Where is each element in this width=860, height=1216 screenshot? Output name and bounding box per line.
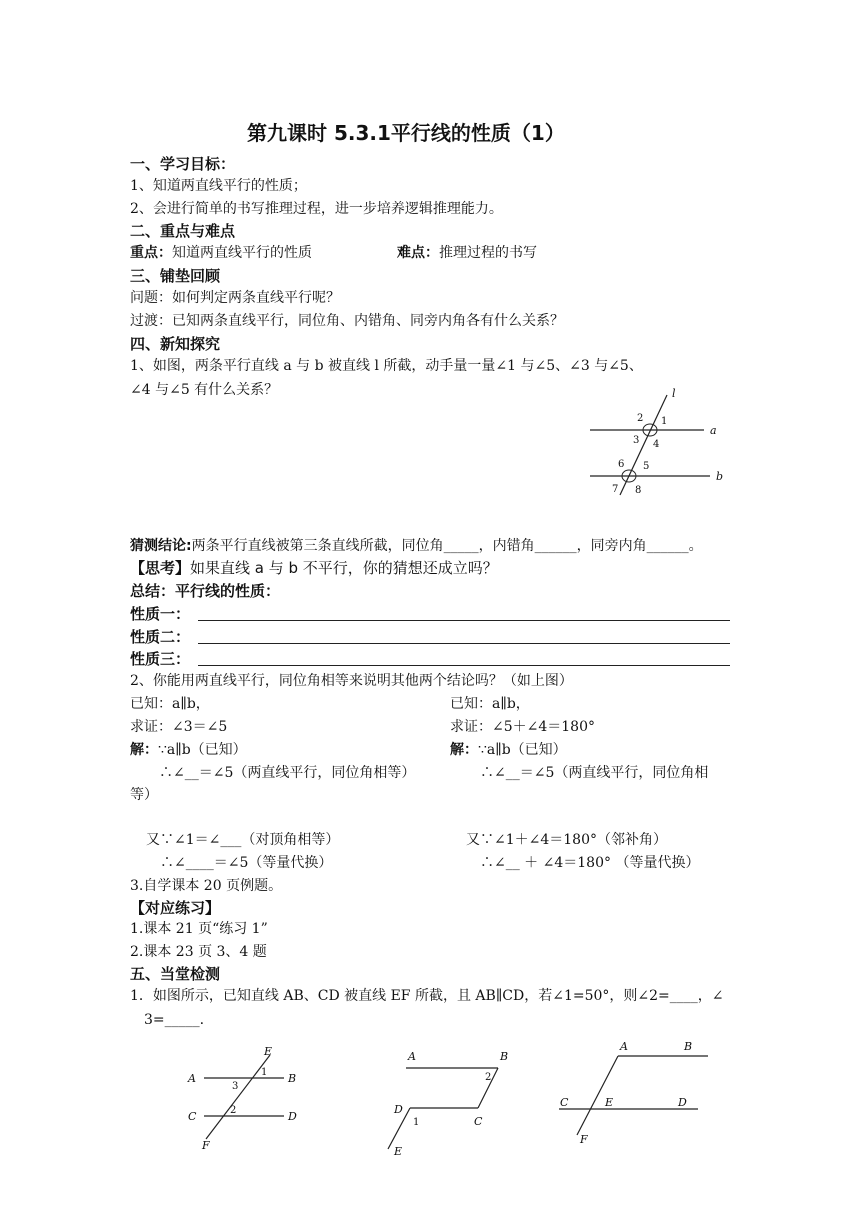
label-e: E: [394, 1145, 403, 1158]
label-l: l: [672, 387, 676, 400]
review-transition: 过渡：已知两条直线平行，同位角、内错角、同旁内角各有什么关系？: [130, 313, 564, 329]
angle-label-2: 2: [230, 1105, 237, 1116]
section-heading-explore: 四、新知探究: [130, 335, 221, 353]
angle-label-4: 4: [653, 439, 660, 450]
question-3: 3.自学课本 20 页例题。: [130, 878, 283, 894]
angle-label-5: 5: [643, 461, 650, 472]
right-step-1-wrap: 等）: [130, 787, 158, 803]
page-title: 第九课时 5.3.1平行线的性质（1）: [247, 121, 565, 145]
question-1-line2: ∠4 与∠5 有什么关系？: [130, 382, 279, 398]
difficulty-text: 推理过程的书写: [439, 245, 537, 261]
label-a: A: [188, 1072, 196, 1085]
difficulty-point: [397, 243, 537, 263]
key-label: 重点：: [130, 245, 172, 261]
left-given: 已知：a∥b，: [130, 696, 210, 712]
left-step-2: 又∵∠1＝∠___（对顶角相等）: [146, 832, 340, 848]
figure-c: [555, 1035, 715, 1150]
key-text: 知道两直线平行的性质: [172, 245, 312, 261]
question-2: 2、你能用两直线平行，同位角相等来说明其他两个结论吗？（如上图）: [130, 673, 573, 689]
left-solution-text: ∵a∥b（已知）: [158, 742, 247, 758]
label-b: b: [716, 470, 724, 483]
key-point: [130, 243, 312, 263]
left-solution: [130, 740, 247, 760]
right-solution: [450, 740, 567, 760]
angle-label-3: 3: [232, 1081, 239, 1092]
guess-conclusion: [130, 536, 703, 556]
label-b: B: [684, 1040, 693, 1053]
think-label: 【思考】: [130, 559, 191, 577]
check-question-1-line1: 1．如图所示，已知直线 AB、CD 被直线 EF 所截，且 AB∥CD，若∠1=50°，则∠2=____，∠: [130, 988, 724, 1004]
section-heading-key-points: 二、重点与难点: [130, 222, 236, 240]
left-solution-label: 解：: [130, 742, 158, 758]
left-prove: 求证：∠3＝∠5: [130, 719, 228, 735]
right-step-3: ∴∠__ ＋ ∠4＝180° （等量代换）: [480, 855, 700, 871]
parallel-lines-figure: [580, 383, 740, 503]
label-a: A: [620, 1040, 628, 1053]
label-a: A: [408, 1050, 416, 1063]
label-c: C: [560, 1096, 569, 1109]
think-text: 如果直线 a 与 b 不平行，你的猜想还成立吗？: [190, 559, 498, 577]
practice-item: 2.课本 23 页 3、4 题: [130, 944, 267, 960]
line-l: [620, 395, 667, 495]
goal-item: 2、会进行简单的书写推理过程，进一步培养逻辑推理能力。: [130, 201, 503, 217]
figure-b: [380, 1045, 530, 1160]
think-question: [130, 557, 498, 578]
practice-item: 1.课本 21 页“练习 1”: [130, 921, 268, 937]
property-2-blank-line: [198, 643, 730, 644]
angle-label-1: 1: [661, 416, 668, 427]
left-step-1: ∴∠__＝∠5（两直线平行，同位角相等）: [159, 765, 416, 781]
label-f: F: [580, 1133, 588, 1146]
angle-label-1: 1: [413, 1117, 420, 1128]
property-1-label: 性质一：: [130, 605, 191, 623]
angle-label-7: 7: [612, 484, 619, 495]
label-d: D: [288, 1110, 297, 1123]
label-a: a: [710, 424, 717, 437]
practice-heading: 【对应练习】: [130, 899, 221, 917]
angle-label-6: 6: [618, 459, 625, 470]
right-solution-text: ∵a∥b（已知）: [478, 742, 567, 758]
summary-heading: 总结：平行线的性质：: [130, 582, 281, 600]
label-c: C: [188, 1110, 197, 1123]
difficulty-label: 难点：: [397, 245, 439, 261]
check-question-1-line2: 3=_____.: [144, 1012, 205, 1028]
right-given: 已知：a∥b，: [450, 696, 530, 712]
angle-label-1: 1: [261, 1067, 268, 1078]
property-2-label: 性质二：: [130, 628, 191, 646]
angle-label-2: 2: [485, 1072, 492, 1083]
label-c: C: [474, 1115, 483, 1128]
label-d: D: [394, 1103, 403, 1116]
label-b: B: [288, 1072, 297, 1085]
label-d: D: [678, 1096, 687, 1109]
review-question: 问题：如何判定两条直线平行呢？: [130, 290, 340, 306]
property-3-blank-line: [198, 665, 730, 666]
guess-text: 两条平行直线被第三条直线所截，同位角_____，内错角______，同旁内角______。: [191, 538, 703, 554]
label-e: E: [264, 1045, 273, 1058]
property-1-blank-line: [198, 620, 730, 621]
right-solution-label: 解：: [450, 742, 478, 758]
label-b: B: [500, 1050, 509, 1063]
goal-item: 1、知道两直线平行的性质；: [130, 178, 307, 194]
angle-label-3: 3: [633, 435, 640, 446]
right-prove: 求证：∠5＋∠4＝180°: [450, 719, 595, 735]
figure-a: [180, 1045, 310, 1155]
left-step-3: ∴∠____＝∠5（等量代换）: [160, 855, 333, 871]
section-heading-goals: 一、学习目标：: [130, 155, 236, 173]
section-heading-check: 五、当堂检测: [130, 965, 221, 983]
guess-label: 猜测结论:: [130, 538, 192, 554]
label-e: E: [605, 1096, 614, 1109]
label-f: F: [202, 1139, 210, 1152]
angle-label-2: 2: [637, 413, 644, 424]
right-step-1: ∴∠__＝∠5（两直线平行，同位角相: [480, 765, 709, 781]
angle-label-8: 8: [635, 485, 642, 496]
section-heading-review: 三、铺垫回顾: [130, 267, 221, 285]
property-3-label: 性质三：: [130, 650, 191, 668]
question-1-line1: 1、如图，两条平行直线 a 与 b 被直线 l 所截，动手量一量∠1 与∠5、∠3 与∠5、: [130, 358, 643, 374]
right-step-2: 又∵∠1＋∠4＝180°（邻补角）: [466, 832, 667, 848]
